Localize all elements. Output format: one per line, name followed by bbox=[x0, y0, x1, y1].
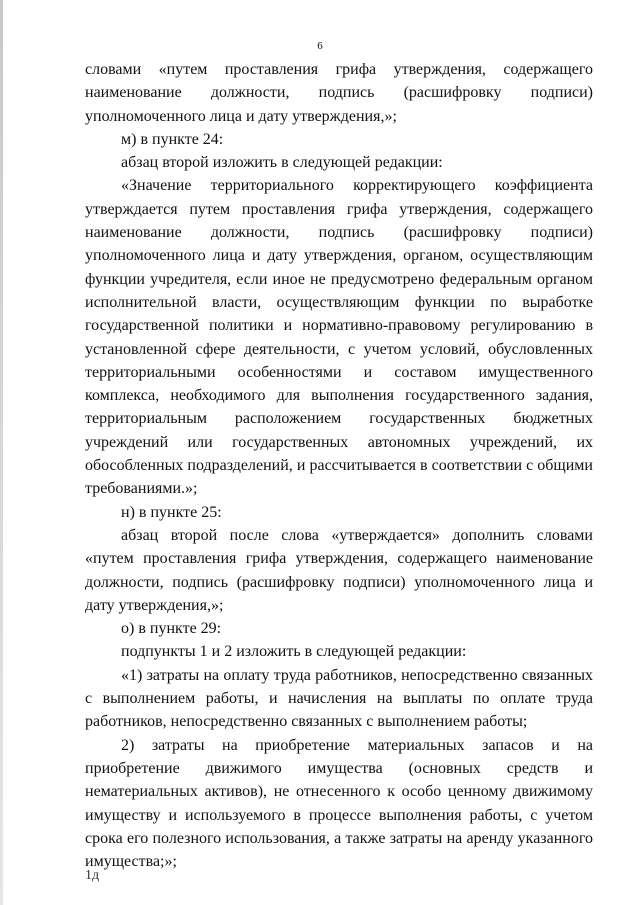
paragraph-1: словами «путем проставления грифа утверждения, содержащего наименование должности, подпись (расшифровку подписи) уполномоченного лица и дату утверждения,»; bbox=[85, 61, 593, 125]
paragraph-9: «1) затраты на оплату труда работников, непосредственно связанных с выполнением работы, и начисления на выплаты по оплате труда работников, непосредственно связанных с выполнением работы; bbox=[85, 666, 593, 731]
page-number: 6 bbox=[317, 40, 323, 52]
paragraph-8: подпункты 1 и 2 изложить в следующей редакции: bbox=[121, 643, 467, 661]
document-body bbox=[85, 58, 593, 873]
paragraph-7: о) в пункте 29: bbox=[121, 620, 222, 638]
paragraph-2: м) в пункте 24: bbox=[121, 130, 224, 148]
paragraph-6: абзац второй после слова «утверждается» дополнить словами «путем проставления грифа утверждения, содержащего наименование должности, подпись (расшифровку подписи) уполномоченного лица и дату утверждения,»; bbox=[85, 526, 593, 614]
paragraph-4: «Значение территориального корректирующего коэффициента утверждается путем проставления грифа утверждения, содержащего наименование должности, подпись (расшифровку подписи) уполномоченного лица и дату утверждения, органом, осуществляющим функции учредителя, если иное не предусмотрено федеральным органом исполнительной власти, осуществляющим функции по выработке государственной политики и нормативно-правовому регулированию в установленной сфере деятельности, с учетом условий, обусловленных территориальными особенностями и составом имущественного комплекса, необходимого для выполнения государственного задания, территориальным расположением государственных бюджетных учреждений или государственных автономных учреждений, их обособленных подразделений, и рассчитывается в соответствии с общими требованиями.»; bbox=[85, 177, 593, 498]
footer-mark: 1д bbox=[85, 868, 100, 883]
paragraph-3: абзац второй изложить в следующей редакции: bbox=[121, 154, 443, 172]
paragraph-10: 2) затраты на приобретение материальных запасов и на приобретение движимого имущества (основных средств и нематериальных активов), не отнесенного к особо ценному движимому имуществу и используемого в процессе выполнения работы, с учетом срока его полезного использования, а также затраты на аренду указанного имущества;»; bbox=[85, 736, 593, 871]
paragraph-5: н) в пункте 25: bbox=[121, 503, 222, 521]
page-left-edge bbox=[0, 0, 3, 905]
